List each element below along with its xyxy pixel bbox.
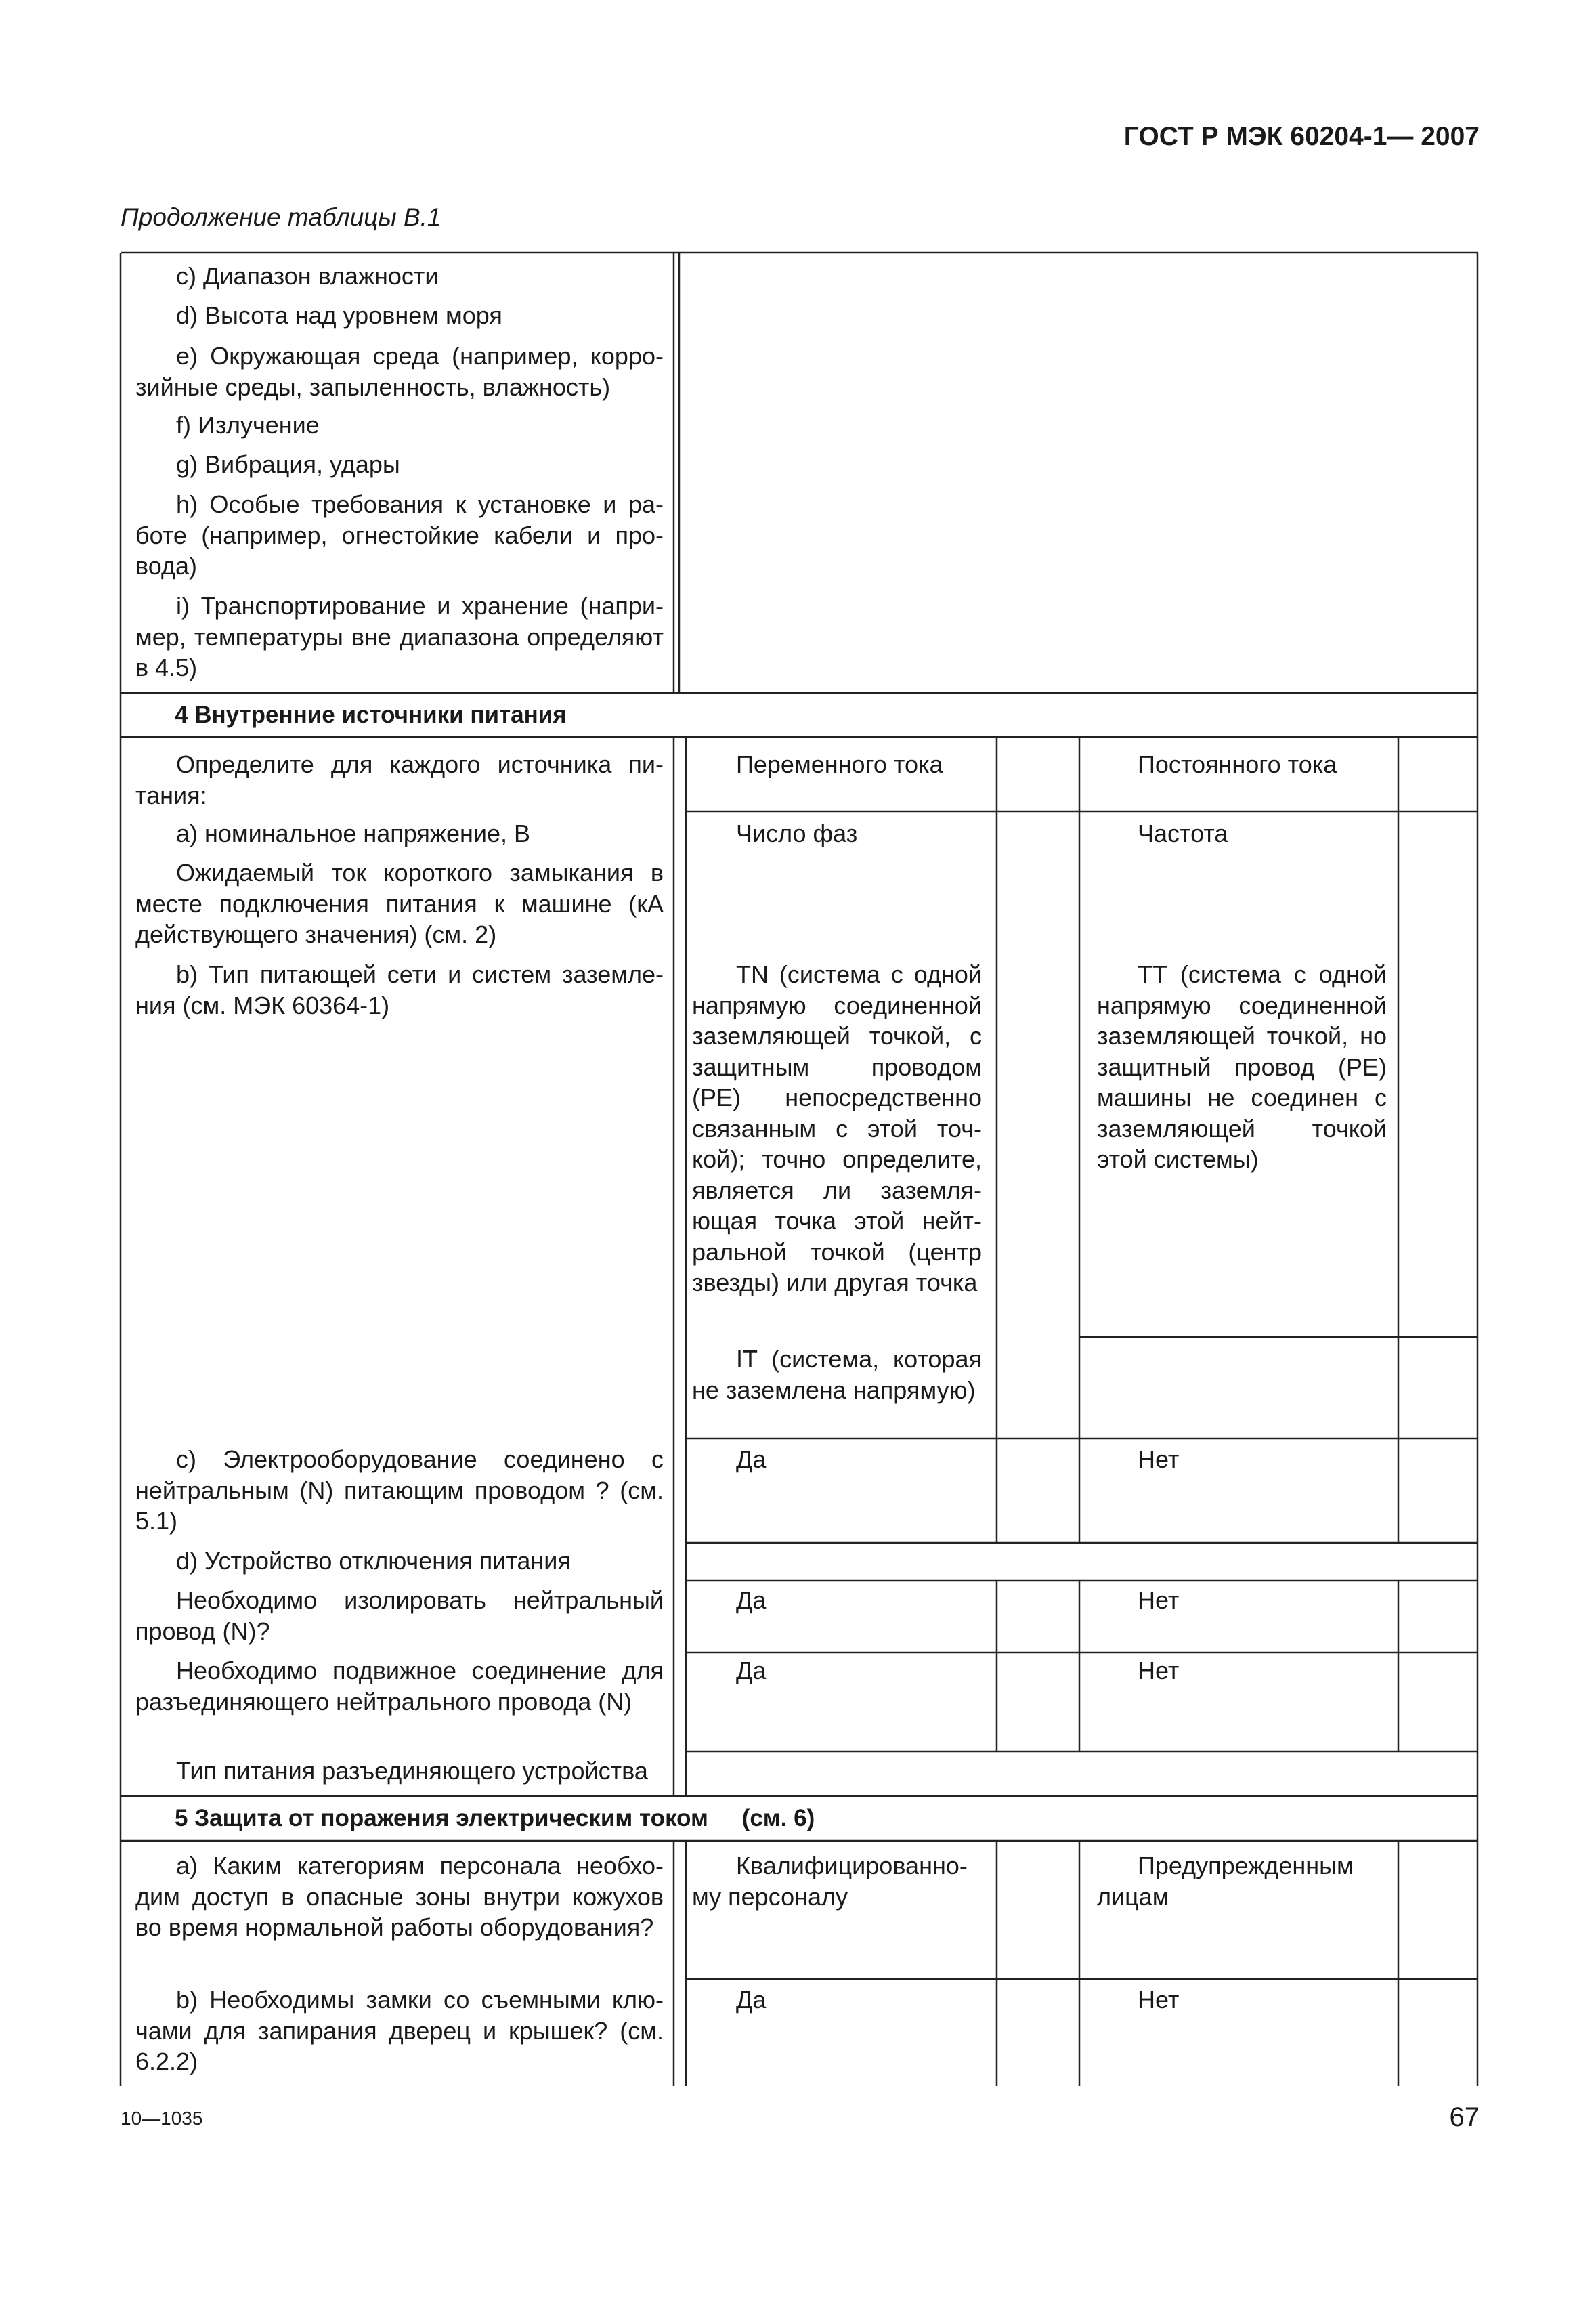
s4-disconnect-device: d) Устройство отключения питания <box>176 1547 571 1575</box>
opt-ac: Переменного тока <box>736 750 943 778</box>
item-vibration: g) Вибрация, удары <box>176 450 400 478</box>
opt-warned-persons: Предупрежденным лицам <box>1097 1852 1354 1911</box>
s5-personnel-access: а) Каким категориям персонала необходим доступ в опасные зоны внутри кожухов во время нормальной работы оборудования? <box>135 1852 664 1941</box>
s4-rated-voltage: а) номинальное напряжение, В <box>176 820 531 847</box>
table-continuation-caption: Продолжение таблицы В.1 <box>121 203 441 231</box>
section-4-title: 4 Внутренние источники питания <box>175 702 567 728</box>
s4-isolate-neutral: Необходимо изолировать нейтральный провод (N)? <box>135 1586 664 1645</box>
opt-no-locks: Нет <box>1138 1986 1180 2014</box>
section-5-title-text: 5 Защита от поражения электрическим током <box>175 1805 708 1831</box>
item-humidity: с) Диапазон влажности <box>176 262 439 290</box>
s4-short-circuit-current: Ожидаемый ток короткого замыкания в месте подключения питания к машине (кА действующего значения) (см. 2) <box>135 859 664 948</box>
item-radiation: f) Излучение <box>176 411 320 439</box>
opt-tt-system: ТТ (система с одной напрямую соединенной заземляющей точкой, но защитный провод (PE) машины не соединен с заземляющей точкой этой системы) <box>1097 960 1387 1173</box>
s4-supply-system-type: b) Тип питающей сети и систем заземления (см. МЭК 60364-1) <box>135 960 664 1019</box>
opt-it-system: IT (система, которая не заземлена напрямую) <box>692 1345 982 1404</box>
opt-yes-movable: Да <box>736 1657 767 1684</box>
opt-no-isolate: Нет <box>1138 1586 1180 1614</box>
opt-no-neutral: Нет <box>1138 1445 1180 1473</box>
opt-yes-locks: Да <box>736 1986 767 2014</box>
item-special-requirements: h) Особые требования к установке и работе (например, огнестойкие кабели и провода) <box>135 490 664 580</box>
item-environment: е) Окружающая среда (например, коррозийные среды, запыленность, влажность) <box>135 342 664 401</box>
opt-no-movable: Нет <box>1138 1657 1180 1684</box>
opt-phase-count: Число фаз <box>736 820 858 847</box>
s4-neutral-connection: с) Электрооборудование соединено с нейтральным (N) питающим проводом ? (см. 5.1) <box>135 1445 664 1535</box>
opt-dc: Постоянного тока <box>1138 750 1337 778</box>
section-5-ref: (см. 6) <box>741 1805 815 1831</box>
opt-qualified-personnel: Квалифицированному персоналу <box>692 1852 968 1911</box>
section-5-title <box>175 1803 815 1833</box>
s4-disconnect-type: Тип питания разъединяющего устройства <box>176 1757 648 1785</box>
standard-header: ГОСТ Р МЭК 60204-1— 2007 <box>1123 122 1480 151</box>
print-code: 10—1035 <box>121 2108 203 2129</box>
item-transport-storage: i) Транспортирование и хранение (например, температуры вне диапазона определяют в 4.5) <box>135 592 664 681</box>
page-number: 67 <box>1449 2102 1480 2132</box>
opt-yes-neutral: Да <box>736 1445 767 1473</box>
opt-yes-isolate: Да <box>736 1586 767 1614</box>
s5-key-locks: b) Необходимы замки со съемными ключами для запирания дверец и крышек? (см. 6.2.2) <box>135 1986 664 2075</box>
opt-frequency: Частота <box>1138 820 1228 847</box>
item-altitude: d) Высота над уровнем моря <box>176 301 502 329</box>
s4-movable-link: Необходимо подвижное соединение для разъединяющего нейтрального провода (N) <box>135 1657 664 1716</box>
s4-intro: Определите для каждого источника питания: <box>135 750 664 809</box>
opt-tn-system: TN (система с одной напрямую соединенной заземляющей точкой, с защитным проводом (PE) непосредственно связанным с этой точкой); точно определите, является ли заземляющая точка этой нейтральной точкой (центр звезды) или другая точка <box>692 960 982 1296</box>
